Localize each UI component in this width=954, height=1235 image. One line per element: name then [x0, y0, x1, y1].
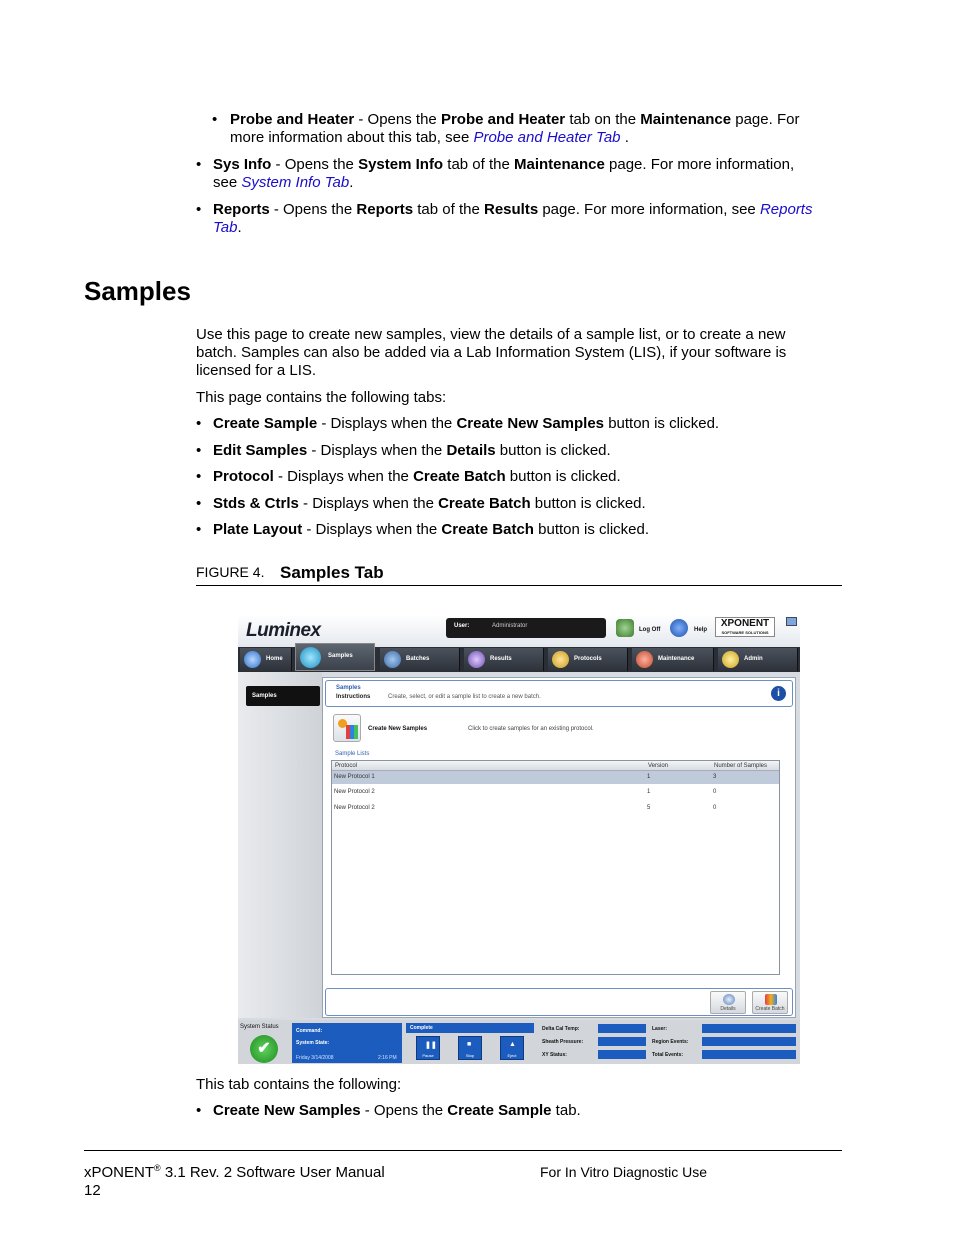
- brand-name: XPONENT: [720, 618, 770, 629]
- user-value: Administrator: [492, 623, 528, 629]
- pause-button[interactable]: [416, 1036, 440, 1060]
- bullet-mark: •: [196, 468, 202, 485]
- details-button[interactable]: [710, 991, 746, 1014]
- list-item: [196, 495, 842, 513]
- create-batch-button[interactable]: [752, 991, 788, 1014]
- stop-icon: ■: [467, 1041, 472, 1048]
- time-text: 2:16 PM: [378, 1055, 397, 1061]
- cell-version: 1: [647, 789, 651, 795]
- bold-text: Results: [483, 201, 539, 218]
- tab-label: Samples: [328, 653, 353, 659]
- term: Stds & Ctrls: [213, 495, 299, 512]
- link-system-info-tab[interactable]: System Info Tab: [241, 174, 350, 191]
- term: Edit Samples: [213, 442, 308, 459]
- bullet-mark: •: [196, 156, 202, 173]
- bold-text: Create Batch: [438, 495, 531, 512]
- laser-label: Laser:: [652, 1026, 668, 1032]
- text: button is clicked.: [495, 442, 611, 459]
- maintenance-icon: [636, 651, 653, 668]
- text: .: [237, 219, 242, 236]
- status-bar: [238, 1020, 800, 1064]
- text: page. For: [731, 111, 800, 128]
- text: button is clicked.: [505, 468, 621, 485]
- page-number: 12: [84, 1182, 101, 1199]
- tab-admin[interactable]: [718, 648, 798, 671]
- cell-protocol: New Protocol 2: [334, 789, 375, 795]
- system-status-label: System Status: [240, 1024, 279, 1030]
- text: - Opens the: [360, 1102, 448, 1119]
- table-row[interactable]: [332, 786, 779, 799]
- bullet-mark: •: [212, 111, 218, 128]
- total-events-value: [702, 1050, 796, 1059]
- footer-product: xPONENT: [84, 1164, 155, 1181]
- tabs-intro: This page contains the following tabs:: [196, 389, 447, 406]
- term: Sys Info: [213, 156, 272, 173]
- figure-title: Samples Tab: [280, 563, 384, 582]
- system-state-label: System State:: [296, 1040, 330, 1046]
- create-new-samples-button[interactable]: [333, 714, 361, 742]
- text: - Displays when the: [302, 521, 442, 538]
- sample-lists-table: [331, 760, 780, 975]
- bullet-mark: •: [196, 442, 202, 459]
- tab-label: Protocols: [574, 656, 602, 662]
- samples-tab-screenshot: [238, 615, 800, 1064]
- xponent-logo: [715, 617, 775, 637]
- intro-line: licensed for a LIS.: [196, 362, 317, 379]
- info-icon[interactable]: i: [771, 686, 786, 701]
- cell-protocol: New Protocol 2: [334, 805, 375, 811]
- text: .: [349, 174, 354, 191]
- tab-results[interactable]: [464, 648, 544, 671]
- cell-version: 5: [647, 805, 651, 811]
- footer-right: For In Vitro Diagnostic Use: [540, 1164, 708, 1180]
- footer-manual-title: 3.1 Rev. 2 Software User Manual: [160, 1164, 385, 1181]
- batch-icon: [765, 994, 777, 1005]
- tab-label: Batches: [406, 656, 430, 662]
- nav-bar: [238, 647, 800, 672]
- term: Create New Samples: [213, 1102, 361, 1119]
- text: tab on the: [565, 111, 641, 128]
- command-label: Command:: [296, 1028, 323, 1034]
- cell-number-of-samples: 0: [713, 805, 717, 811]
- bullet-mark: •: [196, 1102, 202, 1119]
- column-header-version[interactable]: Version: [648, 763, 669, 769]
- protocols-icon: [552, 651, 569, 668]
- sidebar: [238, 672, 322, 1018]
- text: tab.: [551, 1102, 581, 1119]
- tab-protocols[interactable]: [548, 648, 628, 671]
- term: Plate Layout: [213, 521, 303, 538]
- text: - Displays when the: [317, 415, 457, 432]
- footer-divider: [84, 1150, 842, 1151]
- total-events-label: Total Events:: [652, 1052, 684, 1058]
- table-header: [332, 761, 779, 771]
- tab-samples[interactable]: [295, 643, 375, 671]
- text: button is clicked.: [604, 415, 720, 432]
- list-item: [196, 415, 842, 433]
- bullet-mark: •: [196, 521, 202, 538]
- text: - Displays when the: [273, 468, 414, 485]
- list-item: [196, 442, 842, 460]
- cell-version: 1: [647, 774, 651, 780]
- column-header-protocol[interactable]: Protocol: [335, 763, 358, 769]
- text: see: [213, 174, 242, 191]
- table-row[interactable]: [332, 771, 779, 784]
- bold-text: Create Batch: [441, 521, 534, 538]
- term: Probe and Heater: [230, 111, 355, 128]
- xy-status-value: [598, 1050, 646, 1059]
- bold-text: Create Batch: [413, 468, 506, 485]
- admin-icon: [722, 651, 739, 668]
- magnifier-icon: [723, 994, 735, 1005]
- cell-number-of-samples: 3: [713, 774, 717, 780]
- button-label: Pause: [422, 1053, 434, 1058]
- text: button is clicked.: [530, 495, 646, 512]
- instructions-panel: [325, 680, 793, 707]
- home-icon: [244, 651, 261, 668]
- command-box: [292, 1023, 402, 1063]
- intro-paragraph: [196, 326, 842, 380]
- bold-text: Create New Samples: [456, 415, 605, 432]
- bold-text: Create Sample: [447, 1102, 552, 1119]
- eject-icon: ▲: [509, 1041, 516, 1048]
- bold-text: Probe and Heater: [440, 111, 566, 128]
- bullet-mark: •: [196, 415, 202, 432]
- term: Create Sample: [213, 415, 318, 432]
- link-reports-tab-cont[interactable]: Tab: [213, 219, 238, 236]
- bullet-sys-info: [196, 156, 842, 192]
- button-label: Create Batch: [755, 1006, 785, 1012]
- bullet-mark: •: [196, 495, 202, 512]
- tab-home[interactable]: [240, 648, 292, 671]
- sheath-pressure-value: [598, 1037, 646, 1046]
- delta-cal-temp-value: [598, 1024, 646, 1033]
- brand-sub: SOFTWARE SOLUTIONS: [721, 630, 769, 635]
- text: - Opens the: [271, 156, 359, 173]
- logoff-button[interactable]: Log Off: [639, 627, 661, 633]
- region-events-value: [702, 1037, 796, 1046]
- link-probe-heater-tab[interactable]: Probe and Heater Tab: [473, 129, 621, 146]
- term: Protocol: [213, 468, 274, 485]
- bold-text: Reports: [356, 201, 414, 218]
- bold-text: Maintenance: [640, 111, 732, 128]
- samples-icon: [300, 647, 321, 668]
- tab-label: Maintenance: [658, 656, 695, 662]
- bullet-probe-heater: [212, 111, 842, 147]
- bullet-mark: •: [196, 201, 202, 218]
- text: .: [620, 129, 629, 146]
- laser-value: [702, 1024, 796, 1033]
- logoff-icon[interactable]: [616, 619, 634, 637]
- intro-line: batch. Samples can also be added via a Lab Information System (LIS), if your software is: [196, 344, 787, 361]
- instructions-text: Create, select, or edit a sample list to create a new batch.: [388, 694, 541, 700]
- tab-maintenance[interactable]: [632, 648, 714, 671]
- button-label: Eject: [507, 1053, 517, 1058]
- xy-status-label: XY Status:: [542, 1052, 567, 1058]
- button-label: Stop: [465, 1053, 475, 1058]
- text: tab of the: [443, 156, 514, 173]
- luminex-logo: Luminex: [246, 620, 321, 641]
- cell-number-of-samples: 0: [713, 789, 717, 795]
- text: page. For more information,: [604, 156, 795, 173]
- help-icon[interactable]: [670, 619, 688, 637]
- action-bar: [325, 988, 793, 1016]
- sheath-pressure-label: Sheath Pressure:: [542, 1039, 584, 1045]
- button-label: Details: [720, 1006, 736, 1012]
- text: - Displays when the: [307, 442, 447, 459]
- list-item: [196, 468, 842, 486]
- date-text: Friday 3/14/2008: [296, 1055, 334, 1061]
- tab-label: Results: [490, 656, 512, 662]
- footer-left: [84, 1159, 385, 1200]
- sidebar-item-label: Samples: [252, 693, 277, 699]
- bold-text: System Info: [358, 156, 444, 173]
- list-item: [196, 521, 842, 539]
- text: tab of the: [413, 201, 484, 218]
- create-new-samples-label[interactable]: Create New Samples: [368, 726, 428, 732]
- tab-label: Admin: [744, 656, 763, 662]
- complete-label: Complete: [410, 1025, 433, 1031]
- sample-lists-label: Sample Lists: [335, 751, 370, 757]
- pause-icon: ❚❚: [425, 1042, 437, 1049]
- section-title: Samples: [84, 276, 191, 306]
- batches-icon: [384, 651, 401, 668]
- term: Reports: [213, 201, 270, 218]
- tab-label: Home: [266, 656, 283, 662]
- panel-title: Samples: [336, 685, 361, 691]
- tab-batches[interactable]: [380, 648, 460, 671]
- instructions-label: Instructions: [336, 694, 371, 700]
- delta-cal-temp-label: Delta Cal Temp:: [542, 1026, 580, 1032]
- main-panel: [322, 677, 796, 1018]
- help-button[interactable]: Help: [694, 627, 708, 633]
- bold-text: Details: [446, 442, 496, 459]
- figure-label: FIGURE 4.: [196, 564, 265, 580]
- column-header-number-of-samples[interactable]: Number of Samples: [714, 763, 768, 769]
- list-item: [196, 1102, 842, 1120]
- user-label: User:: [454, 623, 470, 629]
- cell-protocol: New Protocol 1: [334, 774, 375, 780]
- region-events-label: Region Events:: [652, 1039, 689, 1045]
- stop-button[interactable]: [458, 1036, 482, 1060]
- text: more information about this tab, see: [230, 129, 474, 146]
- bold-text: Maintenance: [514, 156, 605, 173]
- bullet-reports: [196, 201, 842, 237]
- intro-line: Use this page to create new samples, view the details of a sample list, or to create a new: [196, 326, 786, 343]
- create-new-samples-description: Click to create samples for an existing protocol.: [468, 726, 594, 732]
- figure-caption: [196, 563, 842, 586]
- text: - Opens the: [269, 201, 357, 218]
- eject-button[interactable]: [500, 1036, 524, 1060]
- registered-mark: ®: [154, 1163, 161, 1173]
- link-reports-tab[interactable]: Reports: [759, 201, 813, 218]
- progress-header: [406, 1023, 534, 1033]
- window-control-icon[interactable]: [786, 617, 797, 626]
- sidebar-item-samples[interactable]: [246, 686, 320, 706]
- text: - Opens the: [354, 111, 441, 128]
- table-row[interactable]: [332, 802, 779, 815]
- text: button is clicked.: [533, 521, 650, 538]
- checkmark-icon: ✔: [250, 1035, 278, 1063]
- samples-icon: [346, 725, 358, 739]
- user-box: [446, 618, 606, 638]
- text: - Displays when the: [298, 495, 439, 512]
- results-icon: [468, 651, 485, 668]
- text: page. For more information, see: [538, 201, 760, 218]
- after-figure-text: This tab contains the following:: [196, 1076, 402, 1093]
